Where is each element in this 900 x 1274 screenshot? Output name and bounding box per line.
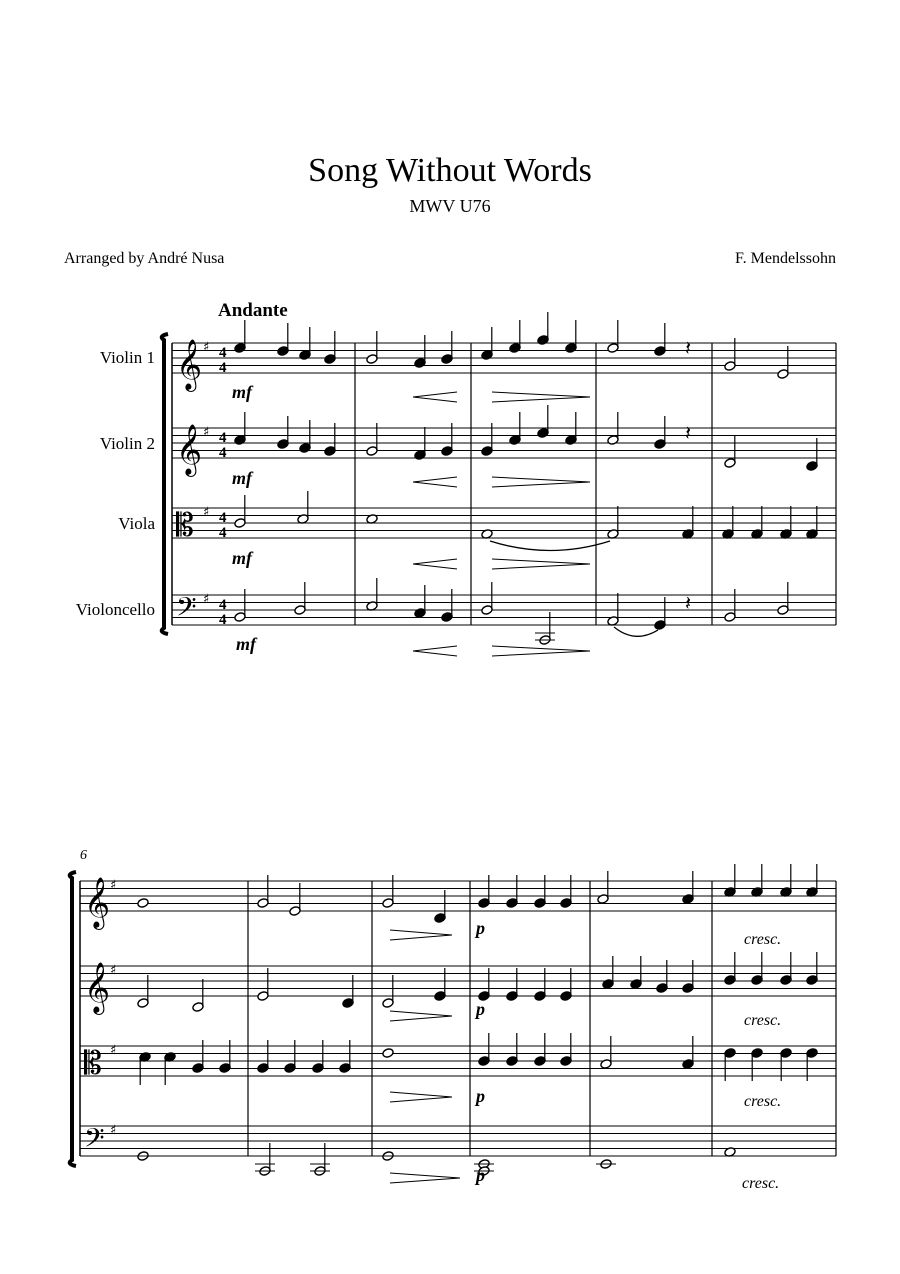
piece-title: Song Without Words xyxy=(308,152,592,189)
dynamic-p: p xyxy=(476,1165,485,1185)
instrument-label-violin2: Violin 2 xyxy=(99,434,155,453)
dynamic-p: p xyxy=(476,1086,485,1106)
instrument-label-cello: Violoncello xyxy=(75,600,155,619)
clef-symbol: 𝄞 xyxy=(84,877,111,928)
key-signature-sharp: ♯ xyxy=(203,425,210,440)
decrescendo-hairpin xyxy=(492,651,590,656)
dynamic-mf: mf xyxy=(232,548,252,568)
crescendo-hairpin xyxy=(413,651,457,656)
decrescendo-hairpin xyxy=(492,397,590,402)
clef-symbol: 𝄞 xyxy=(176,339,203,390)
decrescendo-hairpin xyxy=(492,559,590,564)
crescendo-hairpin xyxy=(413,397,457,402)
dynamic-p: p xyxy=(476,918,485,938)
tie xyxy=(490,541,610,551)
time-signature-bottom: 4 xyxy=(219,525,227,541)
quarter-rest: 𝄽 xyxy=(685,421,692,445)
decrescendo-hairpin xyxy=(390,930,452,935)
decrescendo-hairpin xyxy=(390,935,452,940)
arranger-credit: Arranged by André Nusa xyxy=(64,250,225,267)
key-signature-sharp: ♯ xyxy=(110,1123,117,1138)
time-signature-bottom: 4 xyxy=(219,360,227,376)
crescendo-hairpin xyxy=(413,646,457,651)
decrescendo-hairpin xyxy=(492,482,590,487)
crescendo-hairpin xyxy=(413,564,457,569)
clef-symbol: 𝄡 xyxy=(84,1044,102,1082)
key-signature-sharp: ♯ xyxy=(110,963,117,978)
time-signature-top: 4 xyxy=(219,345,227,361)
decrescendo-hairpin xyxy=(492,564,590,569)
decrescendo-hairpin xyxy=(390,1097,452,1102)
note-viola xyxy=(382,1048,394,1059)
key-signature-sharp: ♯ xyxy=(203,340,210,355)
tempo-marking: Andante xyxy=(218,300,288,321)
decrescendo-hairpin xyxy=(390,1011,452,1016)
cresc-marking: cresc. xyxy=(744,1093,782,1110)
instrument-label-viola: Viola xyxy=(118,514,155,533)
decrescendo-hairpin xyxy=(492,477,590,482)
note-violin1 xyxy=(137,898,149,909)
cresc-marking: cresc. xyxy=(742,1175,780,1192)
tie xyxy=(614,627,658,636)
dynamic-mf: mf xyxy=(236,634,256,654)
decrescendo-hairpin xyxy=(390,1178,460,1183)
cresc-marking: cresc. xyxy=(744,1012,782,1029)
crescendo-hairpin xyxy=(413,482,457,487)
clef-symbol: 𝄢 xyxy=(176,591,197,629)
key-signature-sharp: ♯ xyxy=(110,1043,117,1058)
clef-symbol: 𝄡 xyxy=(176,506,194,544)
crescendo-hairpin xyxy=(413,477,457,482)
system-bracket xyxy=(162,334,168,634)
time-signature-top: 4 xyxy=(219,430,227,446)
crescendo-hairpin xyxy=(413,559,457,564)
time-signature-top: 4 xyxy=(219,510,227,526)
key-signature-sharp: ♯ xyxy=(203,505,210,520)
time-signature-bottom: 4 xyxy=(219,612,227,628)
instrument-label-violin1: Violin 1 xyxy=(99,348,155,367)
cresc-marking: cresc. xyxy=(744,931,782,948)
measure-number: 6 xyxy=(80,848,87,863)
dynamic-mf: mf xyxy=(232,468,252,488)
system-bracket xyxy=(70,872,76,1166)
time-signature-bottom: 4 xyxy=(219,445,227,461)
quarter-rest: 𝄽 xyxy=(685,336,692,360)
time-signature-top: 4 xyxy=(219,597,227,613)
decrescendo-hairpin xyxy=(390,1016,452,1021)
catalog-number: MWV U76 xyxy=(409,196,491,216)
dynamic-p: p xyxy=(476,999,485,1019)
composer-credit: F. Mendelssohn xyxy=(735,250,836,267)
clef-symbol: 𝄢 xyxy=(84,1122,105,1160)
decrescendo-hairpin xyxy=(492,392,590,397)
decrescendo-hairpin xyxy=(390,1092,452,1097)
dynamic-mf: mf xyxy=(232,382,252,402)
quarter-rest: 𝄽 xyxy=(685,591,692,615)
clef-symbol: 𝄞 xyxy=(176,424,203,475)
crescendo-hairpin xyxy=(413,392,457,397)
decrescendo-hairpin xyxy=(492,646,590,651)
key-signature-sharp: ♯ xyxy=(110,878,117,893)
key-signature-sharp: ♯ xyxy=(203,592,210,607)
decrescendo-hairpin xyxy=(390,1173,460,1178)
clef-symbol: 𝄞 xyxy=(84,962,111,1013)
